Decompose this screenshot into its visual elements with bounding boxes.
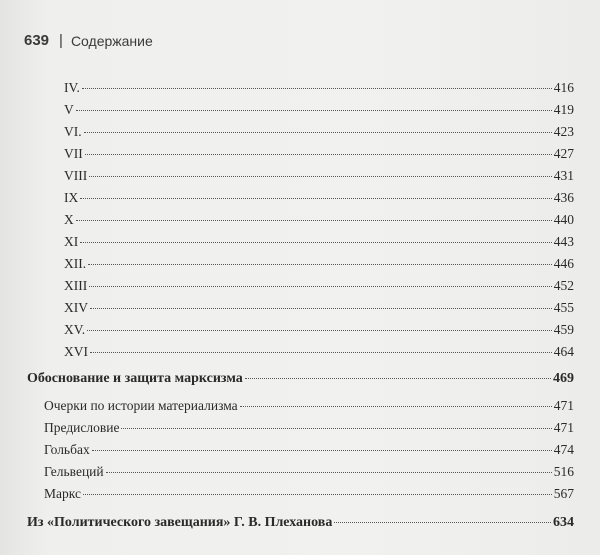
toc-entry xyxy=(44,442,574,458)
toc-entry xyxy=(64,344,574,360)
toc-entry-page: 459 xyxy=(553,322,574,337)
toc-entry xyxy=(44,420,574,436)
toc-entry-page: 431 xyxy=(553,168,574,183)
toc-entry-label: VI. xyxy=(64,124,82,139)
toc-entry xyxy=(64,234,574,250)
toc-section-entry xyxy=(27,371,574,387)
header-title: Содержание xyxy=(70,32,153,49)
toc-entry xyxy=(44,464,574,480)
dot-leader xyxy=(92,450,552,451)
toc-section-page: 469 xyxy=(553,371,574,386)
toc-entry xyxy=(64,322,574,338)
toc-entry xyxy=(64,300,574,316)
dot-leader xyxy=(85,154,552,155)
toc-entry-label: IX xyxy=(64,190,79,205)
toc-entry-label: XV. xyxy=(64,322,86,337)
toc-entry xyxy=(64,146,574,162)
toc-entry-label: XII. xyxy=(64,256,87,271)
toc-entry-page: 452 xyxy=(553,278,574,293)
toc-entry xyxy=(64,190,574,206)
toc-section-label: Обоснование и защита марксизма xyxy=(27,371,243,386)
toc-entry-label: XI xyxy=(64,234,79,249)
dot-leader xyxy=(90,352,552,353)
toc-entry xyxy=(64,212,574,228)
toc-entry-page: 419 xyxy=(553,102,574,117)
toc-entry-label: V xyxy=(64,102,74,117)
dot-leader xyxy=(84,132,552,133)
toc-entry-page: 440 xyxy=(553,212,574,227)
header-separator: | xyxy=(59,32,63,49)
toc-entry-page: 471 xyxy=(553,420,574,435)
dot-leader xyxy=(121,428,551,429)
toc-entry-label: IV. xyxy=(64,80,80,95)
toc-entry xyxy=(64,80,574,96)
toc-entry-page: 436 xyxy=(553,190,574,205)
toc-entry-page: 464 xyxy=(553,344,574,359)
toc-section-label: Из «Политического завещания» Г. В. Плеханова xyxy=(27,515,333,530)
toc-entry xyxy=(64,124,574,140)
dot-leader xyxy=(89,286,552,287)
toc-entry-page: 427 xyxy=(553,146,574,161)
toc-section-page: 634 xyxy=(553,515,574,530)
toc-entry xyxy=(64,278,574,294)
dot-leader xyxy=(80,198,552,199)
toc-entry-label: VIII xyxy=(64,168,88,183)
toc-entry xyxy=(64,102,574,118)
dot-leader xyxy=(106,472,552,473)
toc-entry-label: XIII xyxy=(64,278,88,293)
dot-leader xyxy=(334,522,551,523)
dot-leader xyxy=(76,110,552,111)
toc-entry-page: 516 xyxy=(553,464,574,479)
toc-entry-page: 474 xyxy=(553,442,574,457)
toc-entry xyxy=(64,256,574,272)
toc-entry-page: 471 xyxy=(553,398,574,413)
toc-entry xyxy=(44,486,574,502)
dot-leader xyxy=(80,242,552,243)
toc-entry-label: XVI xyxy=(64,344,88,359)
dot-leader xyxy=(89,176,552,177)
toc-entry-label: Гольбах xyxy=(44,442,90,457)
toc-entry-label: Маркс xyxy=(44,486,81,501)
dot-leader xyxy=(87,330,552,331)
toc-entry-label: Предисловие xyxy=(44,420,120,435)
toc-entry-page: 423 xyxy=(553,124,574,139)
dot-leader xyxy=(76,220,552,221)
toc-entry xyxy=(64,168,574,184)
dot-leader xyxy=(245,378,551,379)
toc-entry xyxy=(44,398,574,414)
dot-leader xyxy=(240,406,552,407)
toc-entry-page: 443 xyxy=(553,234,574,249)
toc-entry-label: VII xyxy=(64,146,83,161)
dot-leader xyxy=(82,88,552,89)
dot-leader xyxy=(90,308,552,309)
toc-entry-label: Гельвеций xyxy=(44,464,104,479)
dot-leader xyxy=(88,264,552,265)
toc-entry-page: 567 xyxy=(553,486,574,501)
toc-entry-label: X xyxy=(64,212,74,227)
toc-entry-label: XIV xyxy=(64,300,88,315)
dot-leader xyxy=(83,494,552,495)
toc-entry-label: Очерки по истории материализма xyxy=(44,398,238,413)
toc-entry-page: 455 xyxy=(553,300,574,315)
header-page-number: 639 xyxy=(24,32,50,49)
toc-section-entry xyxy=(27,515,574,531)
toc-entry-page: 416 xyxy=(553,80,574,95)
toc-entry-page: 446 xyxy=(553,256,574,271)
